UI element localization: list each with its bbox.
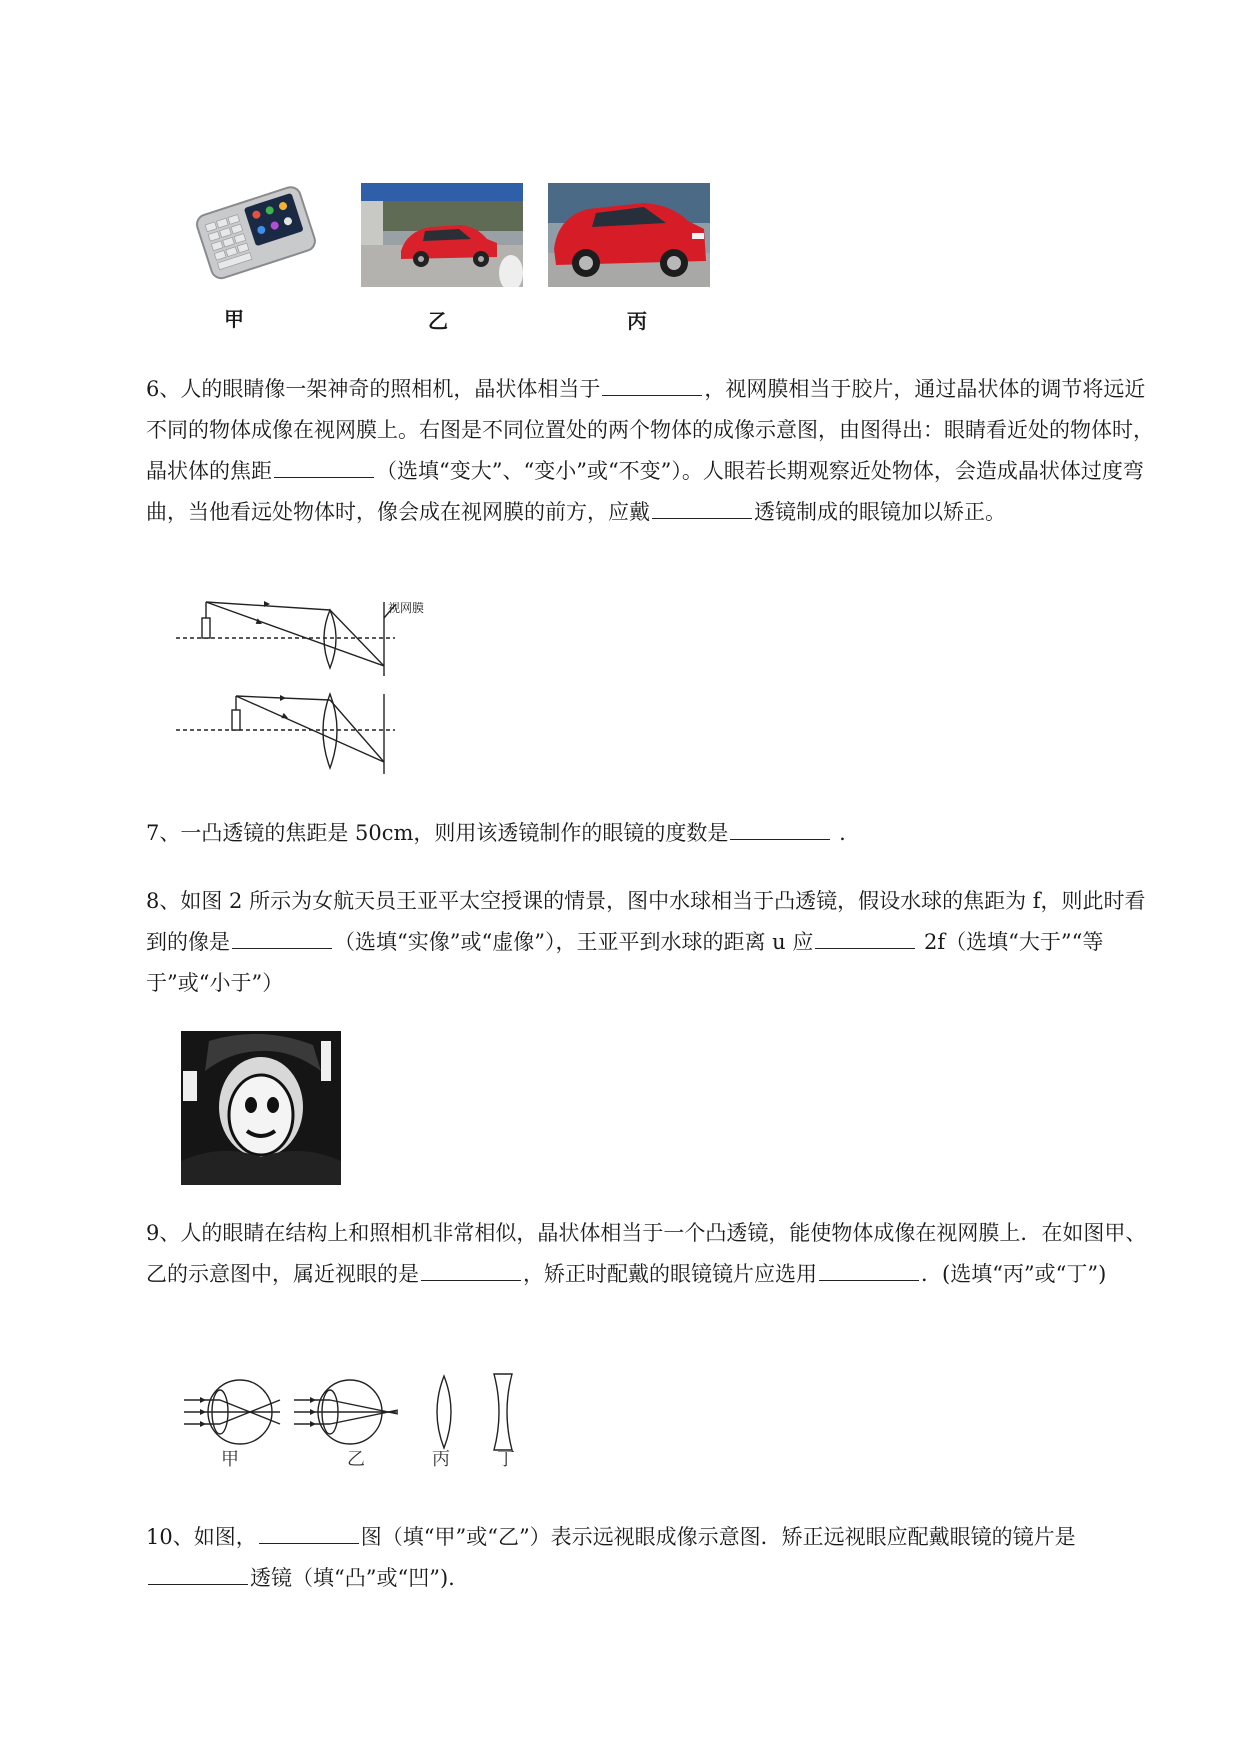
phone-caption: 甲 (224, 307, 244, 331)
eye-lens-ray-diagram (170, 596, 450, 786)
answer-blank[interactable] (232, 928, 332, 949)
answer-blank[interactable] (421, 1260, 521, 1281)
question-10: 10、如图， 图（填“甲”或“乙”）表示远视眼成像示意图．矫正远视眼应配戴眼镜的镜片是透镜（填“凸”或“凹”). (146, 1525, 1076, 1590)
answer-blank[interactable] (148, 1564, 248, 1585)
question-6: 6、人的眼睛像一架神奇的照相机，晶状体相当于 ，视网膜相当于胶片，通过晶状体的调节将远近不同的物体成像在视网膜上。右图是不同位置处的两个物体的成像示意图，由图得出：眼睛看近处的物体时，晶状体的焦距 （选填“变大”、“变小”或“不变”）。人眼若长期观察近处物体，会造成晶状体过度弯曲，当他看远处物体时，像会成在视网膜的前方，应戴 透镜制成的眼镜加以矫正。 (146, 377, 1154, 524)
answer-blank[interactable] (730, 819, 830, 840)
retina-label: 视网膜 (388, 601, 425, 615)
car-far-photo (361, 183, 523, 287)
question-8: 8、如图 2 所示为女航天员王亚平太空授课的情景，图中水球相当于凸透镜，假设水球的焦距为 f，则此时看到的像是 （选填“实像”或“虚像”），王亚平到水球的距离 u 应 2f（选填“大于”“等于”或“小于”） (146, 889, 1146, 995)
question-9: 9、人的眼睛在结构上和照相机非常相似，晶状体相当于一个凸透镜，能使物体成像在视网膜上．在如图甲、乙的示意图中，属近视眼的是 ，矫正时配戴的眼镜镜片应选用 ．(选填“丙”或“丁”) (146, 1221, 1147, 1286)
answer-blank[interactable] (259, 1523, 359, 1544)
answer-blank[interactable] (815, 928, 915, 949)
label-bing: 丙 (432, 1449, 450, 1470)
car-near-photo (548, 183, 710, 287)
question-7: 7、一凸透镜的焦距是 50cm，则用该透镜制作的眼镜的度数是 . (146, 821, 846, 845)
answer-blank[interactable] (819, 1260, 919, 1281)
phone-photo (190, 178, 320, 288)
label-yi: 乙 (347, 1449, 365, 1470)
car-far-caption: 乙 (428, 309, 448, 333)
label-jia: 甲 (221, 1449, 239, 1470)
answer-blank[interactable] (274, 457, 374, 478)
astronaut-water-ball-photo (181, 1031, 341, 1185)
answer-blank[interactable] (652, 498, 752, 519)
label-ding: 丁 (497, 1449, 515, 1470)
car-near-caption: 丙 (627, 309, 647, 333)
answer-blank[interactable] (602, 375, 702, 396)
